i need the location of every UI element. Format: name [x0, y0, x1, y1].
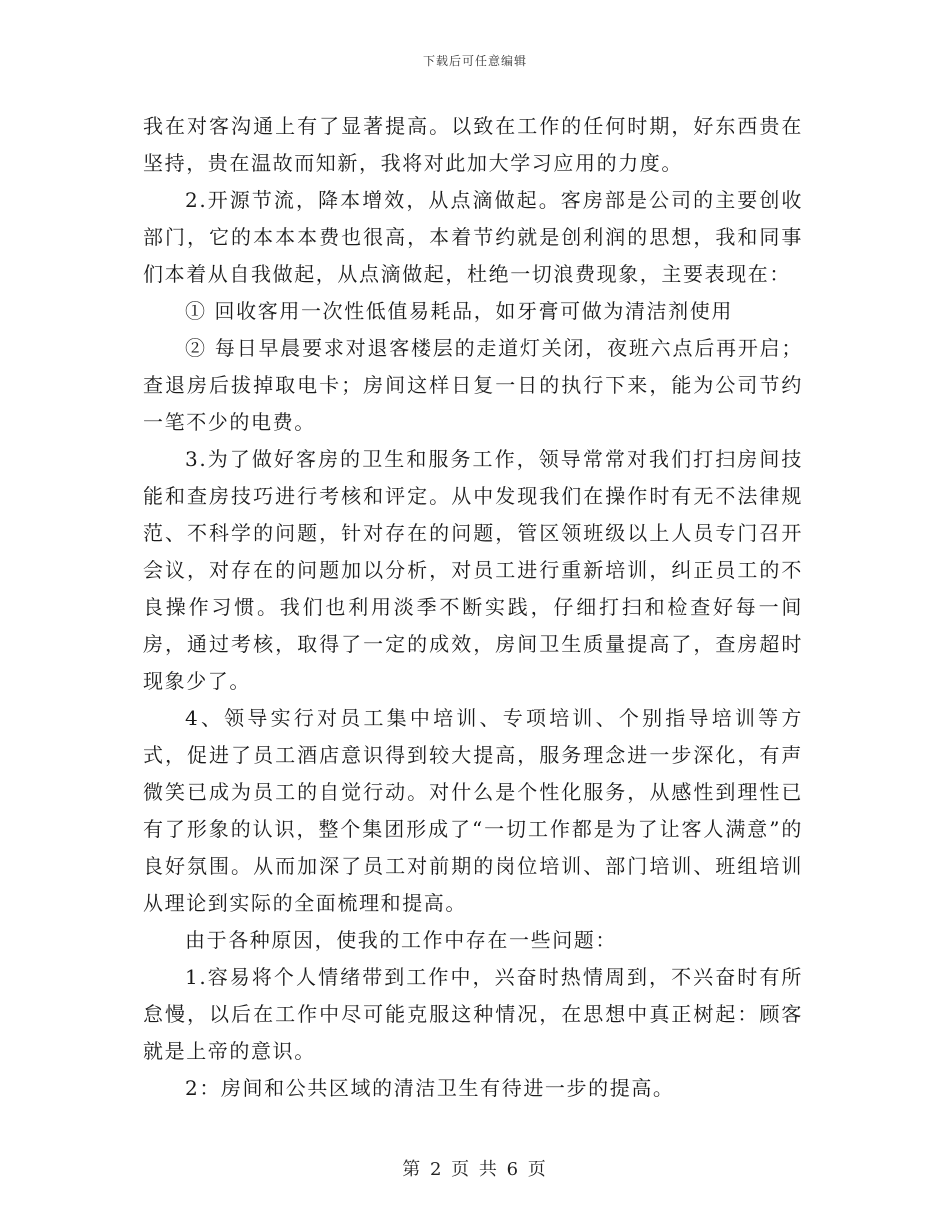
paragraph-subitem-1: ① 回收客用一次性低值易耗品，如牙膏可做为清洁剂使用: [185, 299, 733, 323]
page-header: 下载后可任意编辑: [422, 54, 527, 68]
paragraph-item-2: 2.开源节流，降本增效，从点滴做起。客房部是公司的主要创收部门，它的本本本费也很高，本着节约就是创利润的思想，我和同事们本着从自我做起，从点滴做起，杜绝一切浪费现象，主要表现在：: [143, 188, 803, 286]
page-number-footer: 第 2 页 共 6 页: [402, 1159, 548, 1180]
paragraph-problems-intro: 由于各种原因，使我的工作中存在一些问题：: [185, 928, 617, 952]
paragraph-item-4: 4、领导实行对员工集中培训、专项培训、个别指导培训等方式，促进了员工酒店意识得到较大提高，服务理念进一步深化，有声微笑已成为员工的自觉行动。对什么是个性化服务，从感性到理性已有了形象的认识，整个集团形成了“一切工作都是为了让客人满意”的良好氛围。从而加深了员工对前期的岗位培训、部门培训、班组培训从理论到实际的全面梳理和提高。: [143, 706, 803, 915]
paragraph-subitem-2: ② 每日早晨要求对退客楼层的走道灯关闭，夜班六点后再开启；查退房后拔掉取电卡；房间这样日复一日的执行下来，能为公司节约一笔不少的电费。: [143, 336, 803, 434]
paragraph-problem-2: 2：房间和公共区域的清洁卫生有待进一步的提高。: [185, 1076, 675, 1100]
document-body: [143, 108, 803, 1107]
paragraph-continuation: 我在对客沟通上有了显著提高。以致在工作的任何时期，好东西贵在坚持，贵在温故而知新，我将对此加大学习应用的力度。: [143, 114, 803, 175]
paragraph-problem-1: 1.容易将个人情绪带到工作中，兴奋时热情周到，不兴奋时有所怠慢，以后在工作中尽可能克服这种情况，在思想中真正树起：顾客就是上帝的意识。: [143, 965, 803, 1063]
paragraph-item-3: 3.为了做好客房的卫生和服务工作，领导常常对我们打扫房间技能和查房技巧进行考核和评定。从中发现我们在操作时有无不法律规范、不科学的问题，针对存在的问题，管区领班级以上人员专门召开会议，对存在的问题加以分析，对员工进行重新培训，纠正员工的不良操作习惯。我们也利用淡季不断实践，仔细打扫和检查好每一间房，通过考核，取得了一定的成效，房间卫生质量提高了，查房超时现象少了。: [143, 447, 803, 693]
